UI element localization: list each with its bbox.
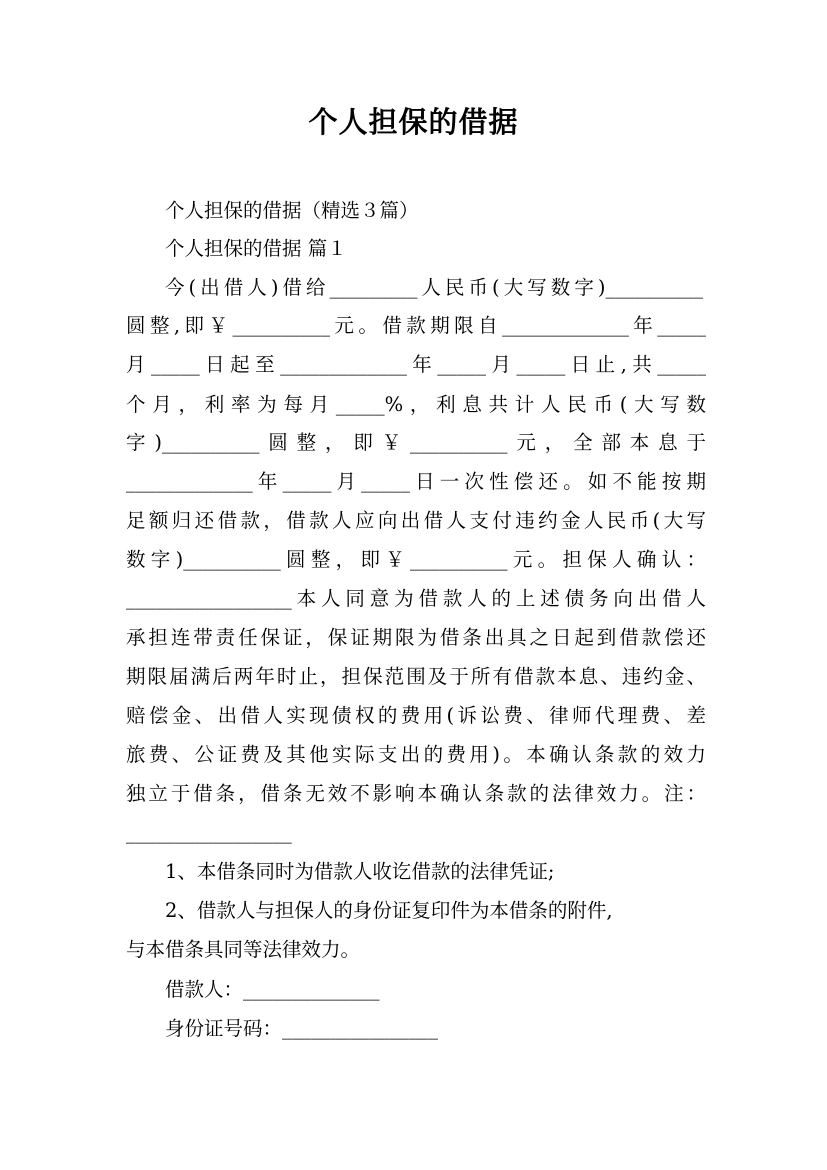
body-line: 承担连带责任保证，保证期限为借条出具之日起到借款偿还 (126, 626, 706, 649)
body-line: _____________年_____月_____日一次性偿还。如不能按期 (126, 470, 706, 493)
document-title: 个人担保的借据 (308, 105, 519, 139)
body-line: 今(出借人)借给_________人民币(大写数字)__________ (165, 276, 703, 299)
body-line: 足额归还借款，借款人应向出借人支付违约金人民币(大写 (126, 509, 706, 532)
borrower-signature-field: 借款人：______________ (165, 978, 380, 1001)
body-line: 月_____日起至_____________年_____月_____日止,共_____ (126, 353, 706, 376)
body-line: 圆整,即￥__________元。借款期限自_____________年_____ (126, 314, 706, 337)
body-line: 赔偿金、出借人实现债权的费用(诉讼费、律师代理费、差 (126, 704, 706, 727)
body-line: 字)__________圆整，即￥__________元，全部本息于 (126, 431, 706, 454)
note-item: 与本借条具同等法律效力。 (126, 938, 361, 961)
body-line: 期限届满后两年时止，担保范围及于所有借款本息、违约金、 (126, 665, 706, 688)
body-line: _________________ (126, 821, 292, 844)
note-item: 2、借款人与担保人的身份证复印件为本借条的附件, (165, 899, 613, 922)
document-subtitle: 个人担保的借据（精选３篇） (165, 199, 419, 222)
body-line: 数字)__________圆整，即￥__________元。担保人确认： (126, 548, 706, 571)
id-number-field: 身份证号码：________________ (165, 1017, 439, 1040)
body-line: 独立于借条，借条无效不影响本确认条款的法律效力。注： (126, 782, 706, 805)
section-heading: 个人担保的借据 篇１ (165, 237, 347, 260)
body-line: 旅费、公证费及其他实际支出的费用)。本确认条款的效力 (126, 743, 706, 766)
note-item: 1、本借条同时为借款人收讫借款的法律凭证; (165, 860, 555, 883)
body-line: _________________本人同意为借款人的上述债务向出借人 (126, 587, 706, 610)
body-line: 个月，利率为每月_____%，利息共计人民币(大写数 (126, 393, 706, 416)
